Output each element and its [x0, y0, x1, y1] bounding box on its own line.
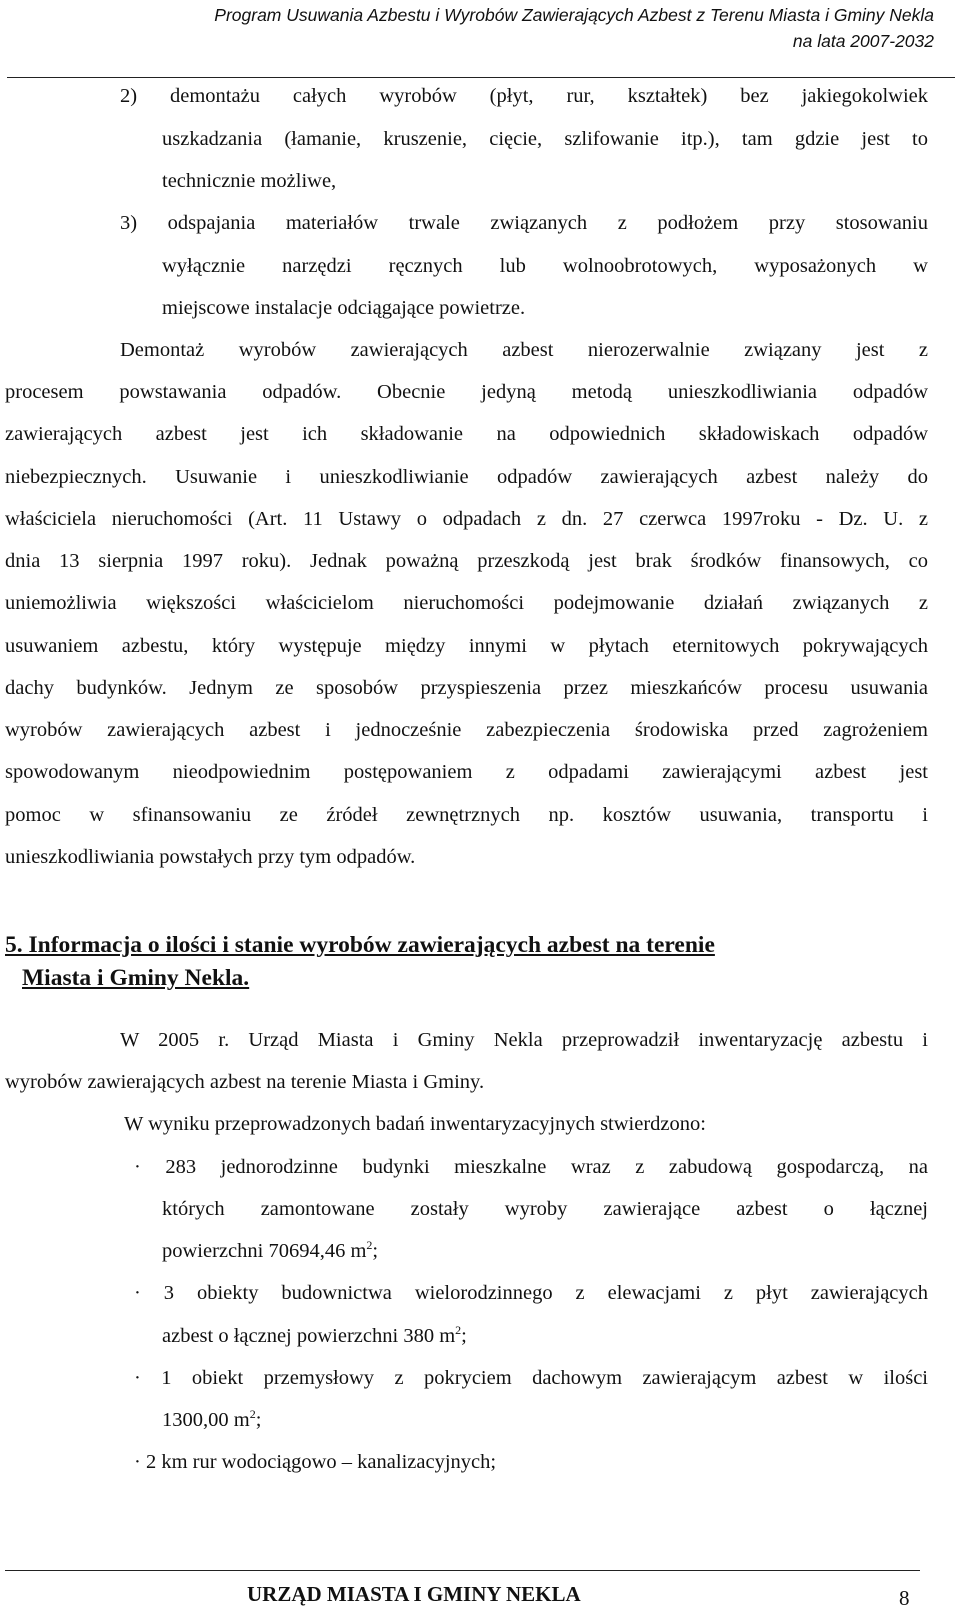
footer-office: URZĄD MIASTA I GMINY NEKLA — [247, 1582, 581, 1606]
area-value: powierzchni 70694,46 m — [162, 1240, 367, 1262]
inventory-paragraph-line-1: W 2005 r. Urząd Miasta i Gminy Nekla przeprowadził inwentaryzację azbestu i — [120, 1029, 928, 1051]
paragraph-line: zawierających azbest jest ich składowanie na odpowiednich składowiskach odpadów — [5, 423, 928, 445]
inventory-paragraph-line-2: wyrobów zawierających azbest na terenie Miasta i Gminy. — [5, 1071, 485, 1093]
findings-intro: W wyniku przeprowadzonych badań inwentaryzacyjnych stwierdzono: — [124, 1113, 706, 1135]
page-number: 8 — [899, 1586, 910, 1610]
bullet-1-line-3 — [162, 1230, 378, 1273]
header-title: Program Usuwania Azbestu i Wyrobów Zawierających Azbest z Terenu Miasta i Gminy Nekla — [214, 5, 934, 25]
running-header — [214, 2, 934, 54]
paragraph-line: właściciela nieruchomości (Art. 11 Ustawy o odpadach z dn. 27 czerwca 1997roku - Dz. U. z — [5, 508, 928, 530]
line-end: ; — [461, 1325, 467, 1347]
area-value: 1300,00 m — [162, 1409, 250, 1431]
superscript-2: 2 — [455, 1323, 462, 1337]
paragraph-line: spowodowanym nieodpowiednim postępowaniem z odpadami zawierającymi azbest jest — [5, 761, 928, 783]
paragraph-line: usuwaniem azbestu, który występuje między innymi w płytach eternitowych pokrywających — [5, 635, 928, 657]
section-heading — [5, 929, 898, 995]
area-value: azbest o łącznej powierzchni 380 m — [162, 1325, 456, 1347]
line-end: ; — [255, 1409, 262, 1431]
line-end: ; — [372, 1240, 379, 1262]
list-item-2-line-2: uszkadzania (łamanie, kruszenie, cięcie, szlifowanie itp.), tam gdzie jest to — [162, 128, 928, 150]
header-years: na lata 2007-2032 — [792, 31, 934, 51]
superscript-2: 2 — [366, 1238, 373, 1252]
list-item-3-line-1: 3) odspajania materiałów trwale związanych z podłożem przy stosowaniu — [120, 212, 928, 234]
paragraph-line: niebezpiecznych. Usuwanie i unieszkodliwianie odpadów zawierających azbest należy do — [5, 466, 928, 488]
paragraph-line: uniemożliwia większości właścicielom nieruchomości podejmowanie działań związanych z — [5, 592, 928, 614]
bullet-1-line-1: · 283 jednorodzinne budynki mieszkalne wraz z zabudową gospodarczą, na — [134, 1156, 928, 1178]
bullet-3-line-1: · 1 obiekt przemysłowy z pokryciem dachowym zawierającym azbest w ilości — [134, 1367, 928, 1389]
bullet-4-line-1: · 2 km rur wodociągowo – kanalizacyjnych; — [134, 1451, 497, 1473]
section-heading-line-2: Miasta i Gminy Nekla. — [22, 965, 250, 991]
list-item-3-line-2: wyłącznie narzędzi ręcznych lub wolnoobrotowych, wyposażonych w — [162, 255, 928, 277]
paragraph-line: pomoc w sfinansowaniu ze źródeł zewnętrznych np. kosztów usuwania, transportu i — [5, 804, 928, 826]
bullet-2-line-1: · 3 obiekty budownictwa wielorodzinnego z elewacjami z płyt zawierających — [134, 1282, 928, 1304]
bullet-2-line-2 — [162, 1315, 467, 1358]
superscript-2: 2 — [249, 1407, 256, 1421]
list-item-2-line-1: 2) demontażu całych wyrobów (płyt, rur, kształtek) bez jakiegokolwiek — [120, 85, 928, 107]
list-item-2-line-3: technicznie możliwe, — [162, 170, 337, 192]
paragraph-line: unieszkodliwiania powstałych przy tym odpadów. — [5, 846, 416, 868]
bullet-1-line-2: których zamontowane zostały wyroby zawierające azbest o łącznej — [162, 1198, 928, 1220]
paragraph-line: dnia 13 sierpnia 1997 roku). Jednak poważną przeszkodą jest brak środków finansowych, co — [5, 550, 928, 572]
paragraph-line: dachy budynków. Jednym ze sposobów przyspieszenia przez mieszkańców procesu usuwania — [5, 677, 928, 699]
section-heading-line-1: 5. Informacja o ilości i stanie wyrobów zawierających azbest na terenie — [5, 932, 715, 958]
paragraph-line: Demontaż wyrobów zawierających azbest nierozerwalnie związany jest z — [120, 339, 928, 361]
paragraph-line: wyrobów zawierających azbest i jednocześnie zabezpieczenia środowiska przed zagrożeniem — [5, 719, 928, 741]
bullet-3-line-2 — [162, 1399, 261, 1442]
footer-divider — [5, 1570, 920, 1571]
paragraph-line: procesem powstawania odpadów. Obecnie jedyną metodą unieszkodliwiania odpadów — [5, 381, 928, 403]
list-item-3-line-3: miejscowe instalacje odciągające powietrze. — [162, 297, 526, 319]
